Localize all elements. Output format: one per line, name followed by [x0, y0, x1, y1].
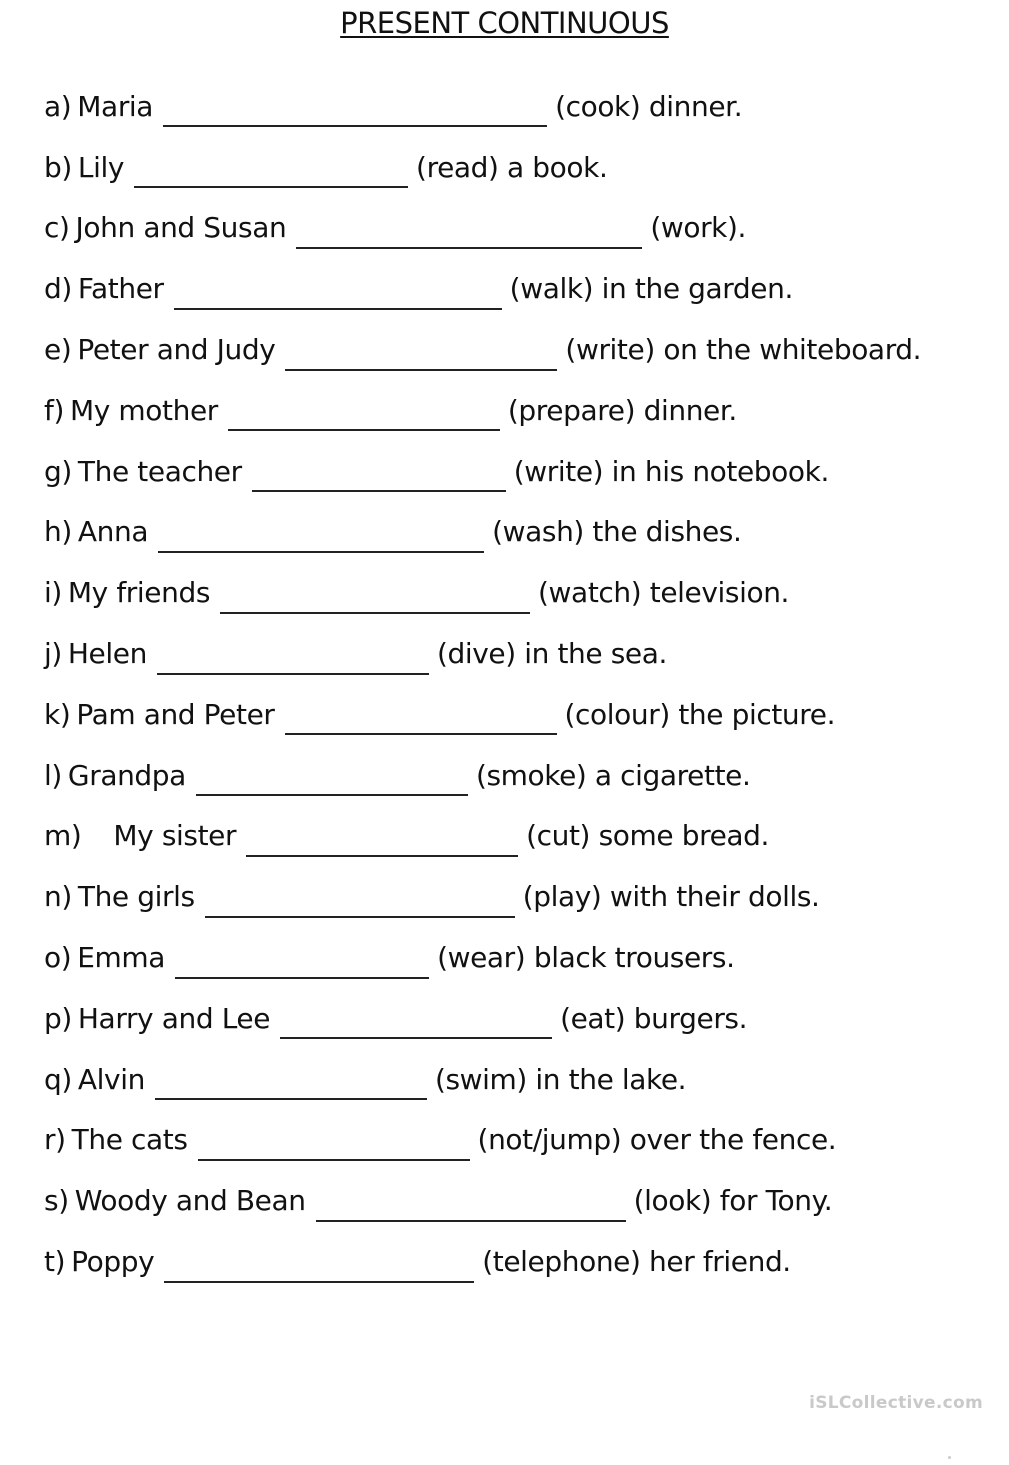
item-verb-hint: (wash) the dishes. [492, 515, 742, 549]
exercise-item [44, 562, 984, 623]
item-subject: My mother [69, 393, 218, 427]
item-subject: John and Susan [75, 211, 287, 245]
item-letter: o) [44, 941, 72, 975]
item-letter: n) [44, 880, 72, 914]
exercise-item [44, 927, 984, 988]
item-verb-hint: (write) on the whiteboard. [565, 333, 922, 367]
answer-blank[interactable] [280, 1013, 552, 1039]
exercise-item [44, 988, 984, 1049]
exercise-item [44, 684, 984, 745]
answer-blank[interactable] [155, 1074, 427, 1100]
item-subject: Woody and Bean [74, 1184, 306, 1218]
item-letter: f) [44, 393, 64, 427]
item-letter: e) [44, 333, 72, 367]
item-subject: The cats [71, 1123, 188, 1157]
exercise-item [44, 380, 984, 441]
answer-blank[interactable] [134, 162, 408, 188]
answer-blank[interactable] [252, 466, 506, 492]
item-letter: t) [44, 1245, 66, 1279]
exercise-item [44, 198, 984, 259]
item-verb-hint: (cook) dinner. [555, 89, 743, 123]
exercise-item [44, 76, 984, 137]
speck-mark [948, 1456, 951, 1459]
item-letter: h) [44, 515, 72, 549]
exercise-item [44, 1110, 984, 1171]
item-verb-hint: (read) a book. [416, 150, 608, 184]
item-verb-hint: (colour) the picture. [564, 697, 836, 731]
exercise-item [44, 866, 984, 927]
item-subject: Maria [77, 89, 154, 123]
item-subject: Grandpa [67, 758, 186, 792]
item-letter: d) [44, 272, 72, 306]
item-verb-hint: (smoke) a cigarette. [475, 758, 751, 792]
item-letter: m) [44, 819, 82, 853]
answer-blank[interactable] [164, 1257, 474, 1283]
exercise-item [44, 137, 984, 198]
answer-blank[interactable] [198, 1135, 470, 1161]
item-verb-hint: (eat) burgers. [560, 1001, 748, 1035]
item-verb-hint: (look) for Tony. [633, 1184, 833, 1218]
item-subject: Father [77, 272, 164, 306]
answer-blank[interactable] [157, 649, 429, 675]
item-letter: c) [44, 211, 70, 245]
exercise-item [44, 319, 984, 380]
item-letter: j) [44, 637, 62, 671]
item-subject: Alvin [77, 1062, 145, 1096]
answer-blank[interactable] [285, 345, 557, 371]
item-subject: The girls [77, 880, 195, 914]
answer-blank[interactable] [246, 831, 518, 857]
item-letter: b) [44, 150, 72, 184]
answer-blank[interactable] [220, 588, 530, 614]
item-letter: a) [44, 89, 72, 123]
worksheet-title: PRESENT CONTINUOUS [340, 6, 669, 40]
item-subject: Peter and Judy [77, 333, 276, 367]
exercise-item [44, 1049, 984, 1110]
exercise-item [44, 623, 984, 684]
item-subject: Anna [77, 515, 149, 549]
answer-blank[interactable] [316, 1196, 626, 1222]
answer-blank[interactable] [228, 405, 500, 431]
item-verb-hint: (watch) television. [538, 576, 790, 610]
item-verb-hint: (telephone) her friend. [482, 1245, 791, 1279]
exercise-item [44, 806, 984, 867]
item-subject: Lily [77, 150, 125, 184]
item-subject: Helen [67, 637, 147, 671]
watermark: iSLCollective.com [809, 1393, 983, 1413]
exercise-item [44, 258, 984, 319]
item-subject: The teacher [77, 454, 242, 488]
item-subject: Emma [77, 941, 166, 975]
item-subject: My friends [67, 576, 211, 610]
exercise-item [44, 441, 984, 502]
item-subject: Harry and Lee [77, 1001, 271, 1035]
exercise-item [44, 1170, 984, 1231]
answer-blank[interactable] [296, 223, 642, 249]
answer-blank[interactable] [196, 770, 468, 796]
item-letter: g) [44, 454, 72, 488]
answer-blank[interactable] [285, 709, 557, 735]
item-verb-hint: (walk) in the garden. [509, 272, 793, 306]
item-letter: p) [44, 1001, 72, 1035]
exercise-list [44, 76, 984, 1292]
item-verb-hint: (work). [650, 211, 747, 245]
exercise-item [44, 1231, 984, 1292]
item-letter: s) [44, 1184, 69, 1218]
item-verb-hint: (wear) black trousers. [437, 941, 735, 975]
item-letter: k) [44, 697, 71, 731]
answer-blank[interactable] [175, 953, 429, 979]
item-verb-hint: (swim) in the lake. [434, 1062, 687, 1096]
item-letter: i) [44, 576, 62, 610]
item-letter: q) [44, 1062, 72, 1096]
item-verb-hint: (dive) in the sea. [436, 637, 668, 671]
item-verb-hint: (not/jump) over the fence. [477, 1123, 837, 1157]
item-verb-hint: (write) in his notebook. [513, 454, 829, 488]
answer-blank[interactable] [163, 101, 547, 127]
item-letter: l) [44, 758, 62, 792]
item-letter: r) [44, 1123, 66, 1157]
answer-blank[interactable] [205, 892, 515, 918]
answer-blank[interactable] [174, 284, 502, 310]
item-verb-hint: (cut) some bread. [526, 819, 770, 853]
item-subject: My sister [113, 819, 237, 853]
exercise-item [44, 502, 984, 563]
item-verb-hint: (prepare) dinner. [507, 393, 737, 427]
exercise-item [44, 745, 984, 806]
item-subject: Poppy [71, 1245, 155, 1279]
item-verb-hint: (play) with their dolls. [522, 880, 820, 914]
answer-blank[interactable] [158, 527, 484, 553]
item-subject: Pam and Peter [76, 697, 275, 731]
